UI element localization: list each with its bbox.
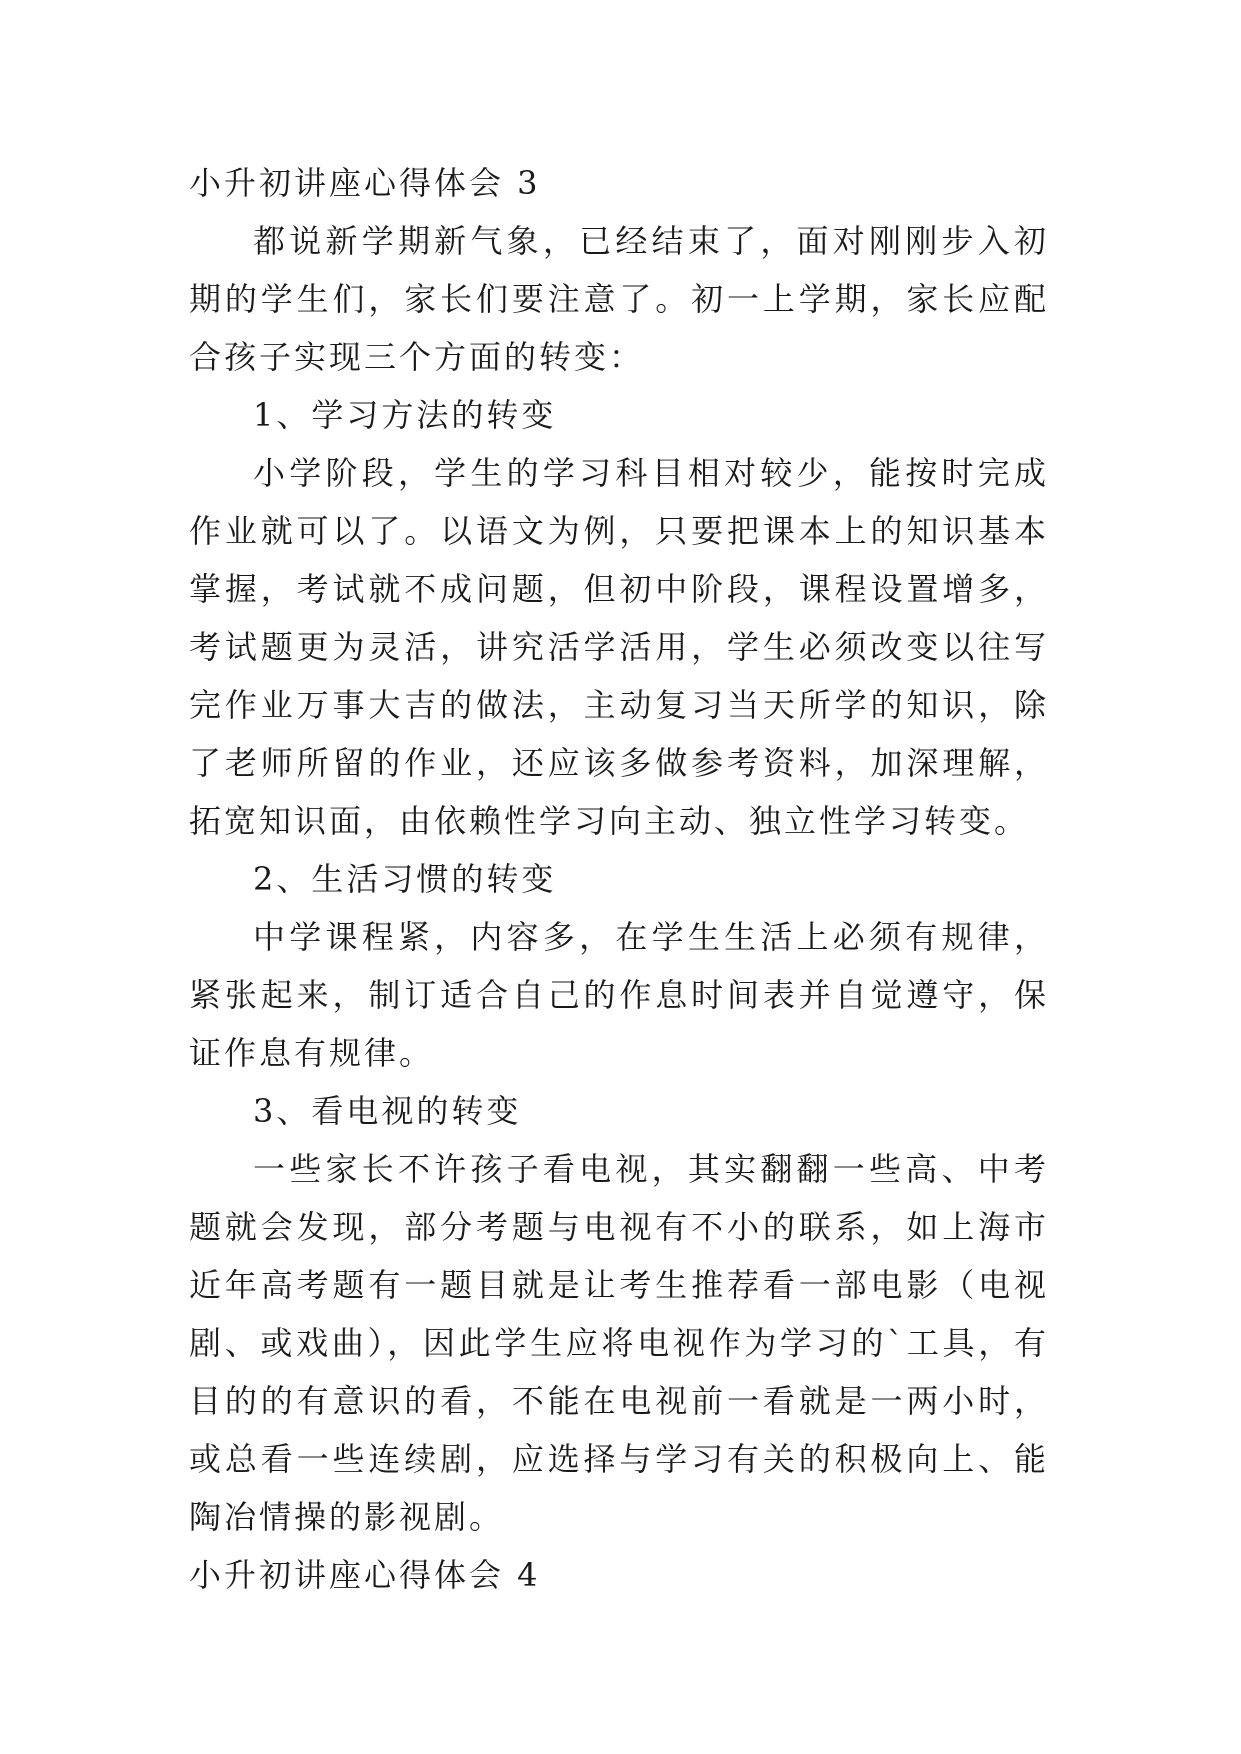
section-title: 小升初讲座心得体会 3	[189, 164, 541, 202]
subheading: 1、学习方法的转变	[253, 396, 557, 434]
section-title: 小升初讲座心得体会 4	[189, 1556, 541, 1594]
paragraph: 一些家长不许孩子看电视，其实翻翻一些高、中考题就会发现，部分考题与电视有不小的联系，如上海市近年高考题有一题目就是让考生推荐看一部电影（电视剧、或戏曲），因此学生应将电视作为学习的`工具，有目的的有意识的看，不能在电视前一看就是一两小时，或总看一些连续剧，应选择与学习有关的积极向上、能陶冶情操的影视剧。	[189, 1150, 1049, 1536]
paragraph: 中学课程紧，内容多，在学生生活上必须有规律，紧张起来，制订适合自己的作息时间表并自觉遵守，保证作息有规律。	[189, 918, 1049, 1072]
paragraph: 都说新学期新气象，已经结束了，面对刚刚步入初期的学生们，家长们要注意了。初一上学期，家长应配合孩子实现三个方面的转变：	[189, 222, 1049, 376]
document-body	[189, 154, 1049, 1604]
subheading: 3、看电视的转变	[253, 1092, 522, 1130]
paragraph: 小学阶段，学生的学习科目相对较少，能按时完成作业就可以了。以语文为例，只要把课本上的知识基本掌握，考试就不成问题，但初中阶段，课程设置增多，考试题更为灵活，讲究活学活用，学生必须改变以往写完作业万事大吉的做法，主动复习当天所学的知识，除了老师所留的作业，还应该多做参考资料，加深理解，拓宽知识面，由依赖性学习向主动、独立性学习转变。	[189, 454, 1049, 840]
subheading: 2、生活习惯的转变	[253, 860, 557, 898]
